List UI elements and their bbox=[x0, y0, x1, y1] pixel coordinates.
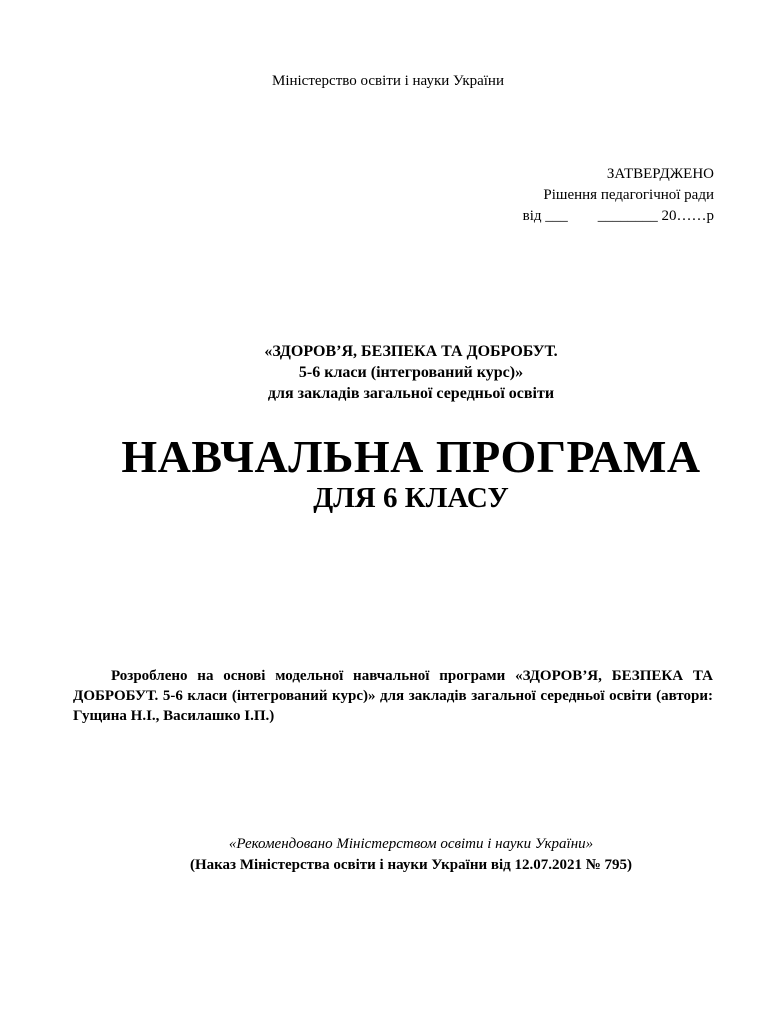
basis-paragraph: Розроблено на основі модельної навчальної програми «ЗДОРОВ’Я, БЕЗПЕКА ТА ДОБРОБУТ. 5-6 класи (інтегрований курс)» для закладів загальної середньої освіти (автори: Гущина Н.І., Василашко І.П.) bbox=[73, 668, 713, 724]
course-title-line-3: для закладів загальної середньої освіти bbox=[267, 385, 555, 402]
approval-stamp: ЗАТВЕРДЖЕНО bbox=[606, 166, 714, 182]
recommendation-note: «Рекомендовано Міністерством освіти і науки України» bbox=[228, 836, 594, 852]
approval-decision: Рішення педагогічної ради bbox=[543, 187, 714, 203]
approval-date-line: від ___ ________ 20……р bbox=[522, 208, 714, 224]
approval-block bbox=[523, 164, 714, 227]
course-title-block bbox=[0, 341, 768, 404]
ministry-order-reference: (Наказ Міністерства освіти і науки України від 12.07.2021 № 795) bbox=[189, 857, 633, 873]
document-subtitle: ДЛЯ 6 КЛАСУ bbox=[313, 482, 509, 514]
document-main-title: НАВЧАЛЬНА ПРОГРАМА bbox=[121, 431, 701, 482]
course-title-line-1: «ЗДОРОВ’Я, БЕЗПЕКА ТА ДОБРОБУТ. bbox=[264, 343, 558, 360]
course-title-line-2: 5-6 класи (інтегрований курс)» bbox=[298, 364, 524, 381]
ministry-header: Міністерство освіти і науки України bbox=[271, 73, 504, 89]
